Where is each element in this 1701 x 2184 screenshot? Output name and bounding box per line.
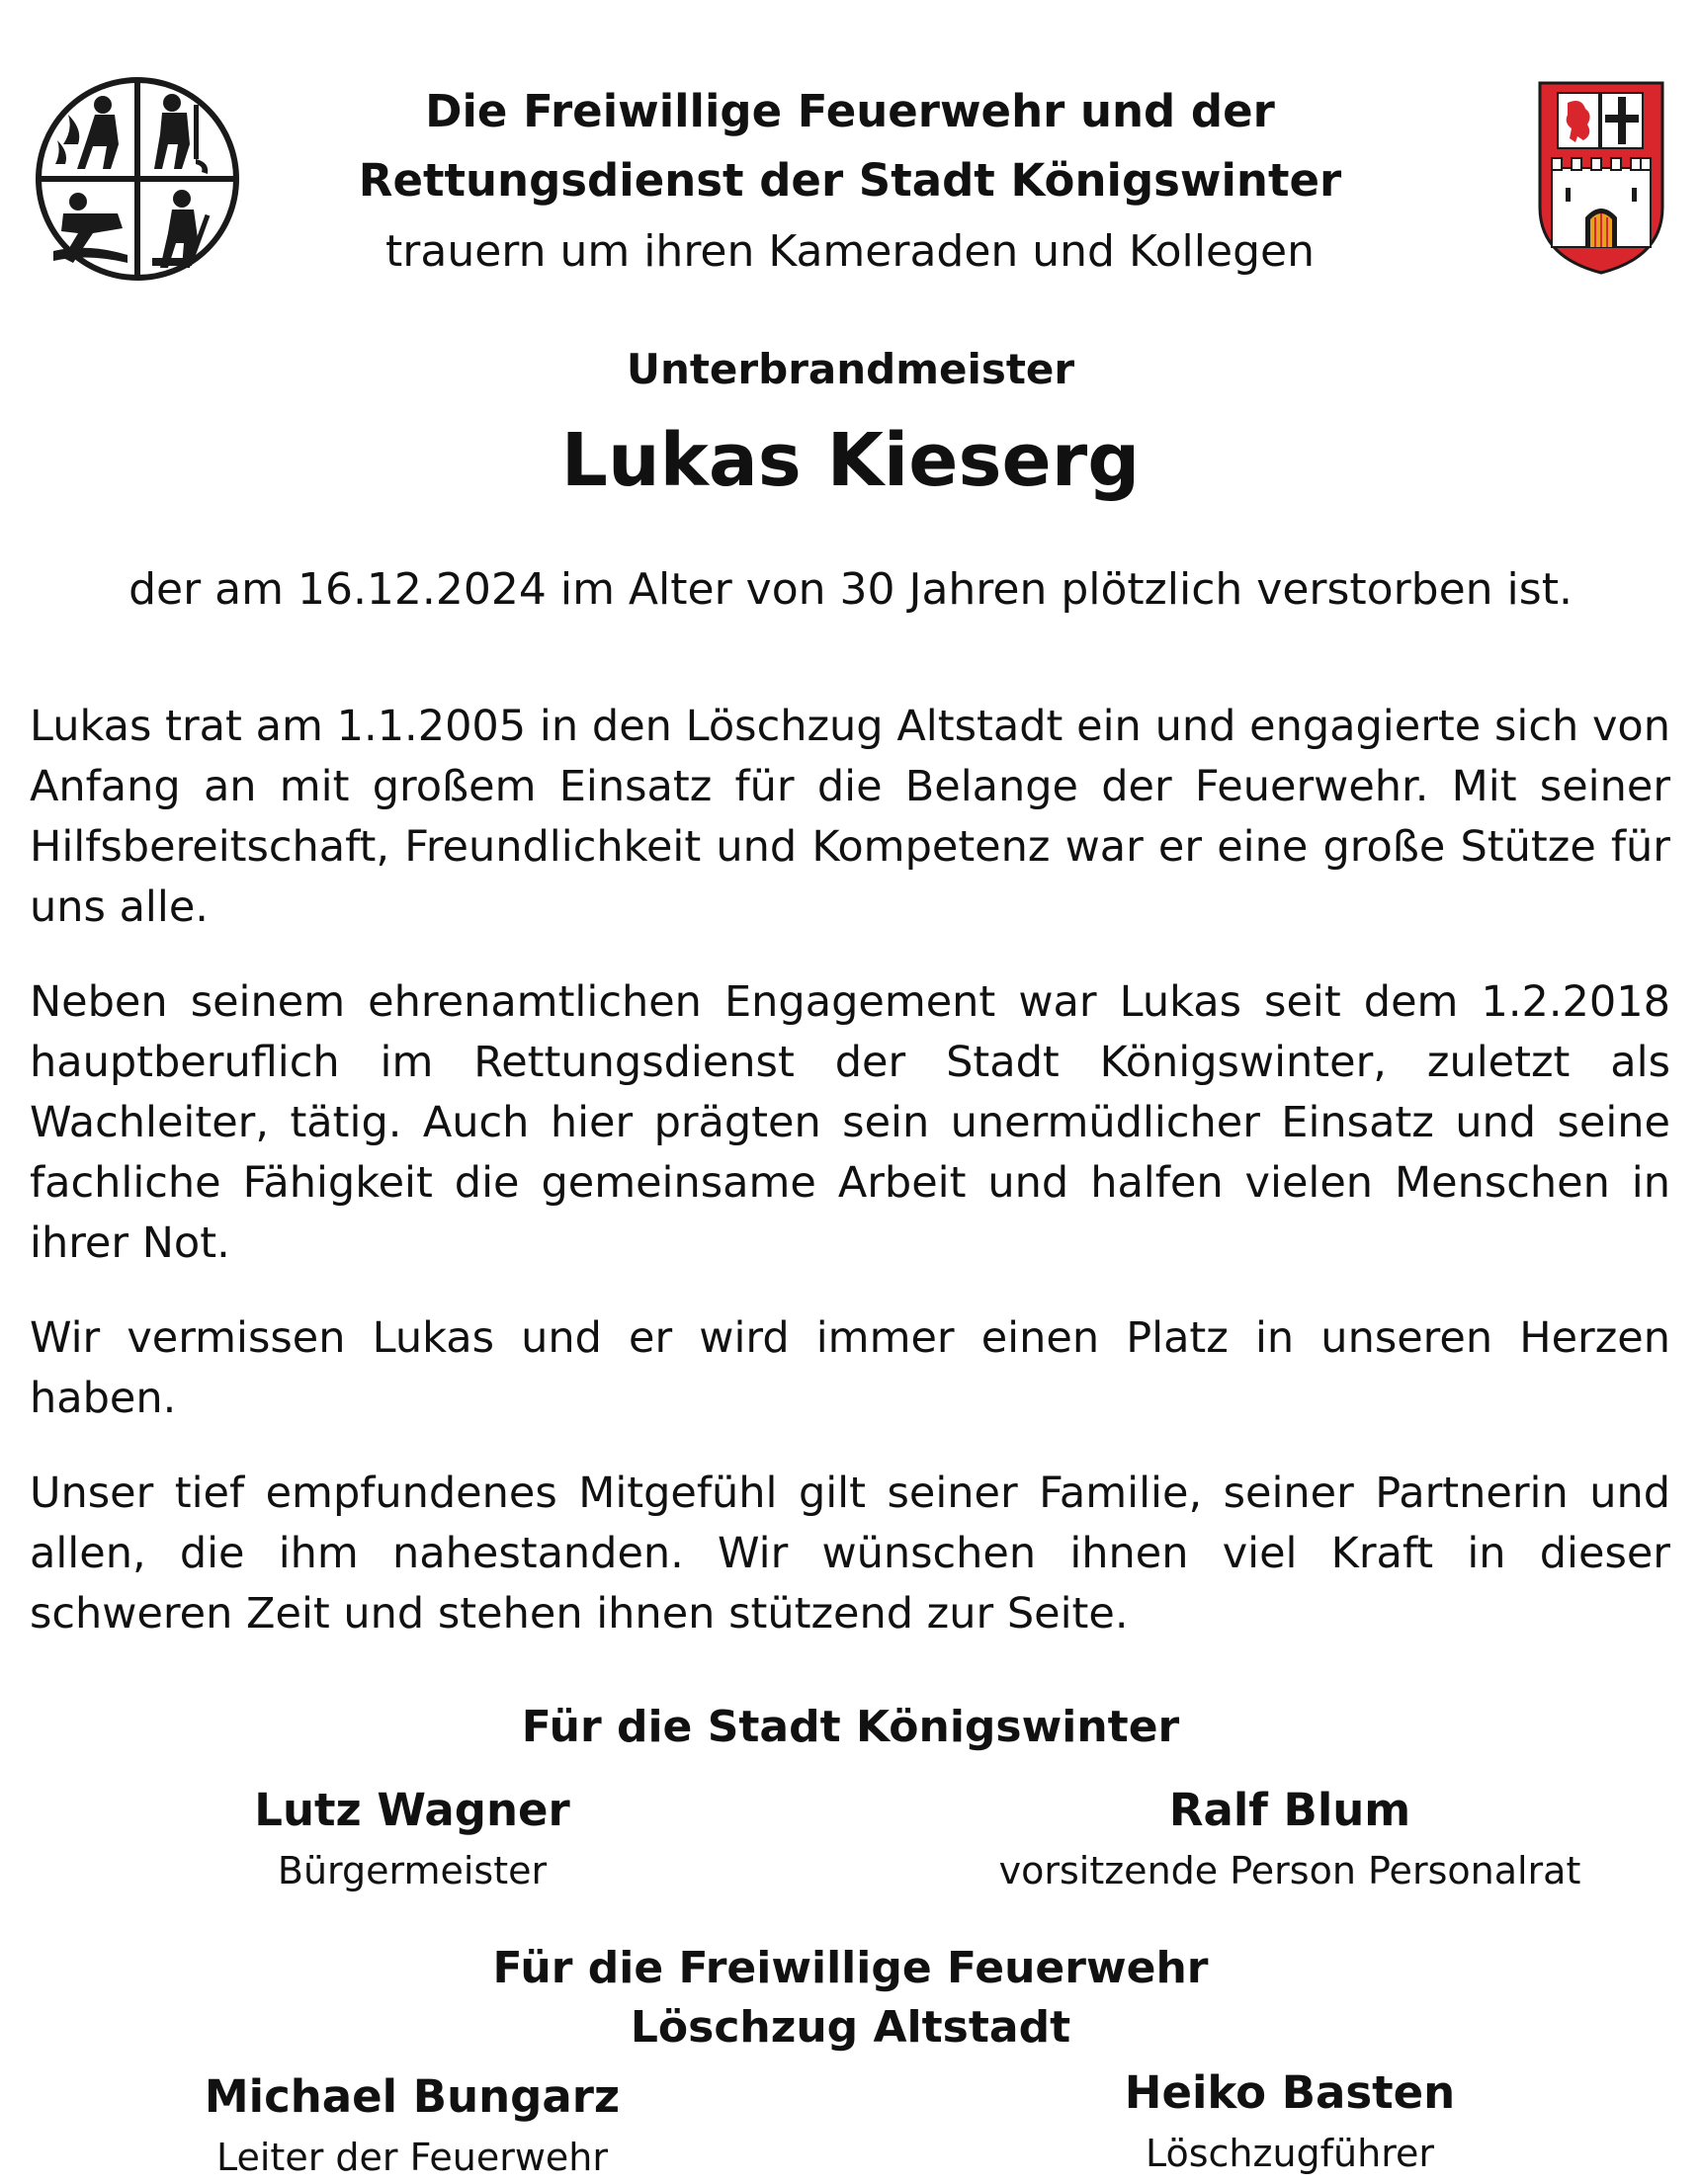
signatory-name: Heiko Basten xyxy=(1124,2066,1456,2119)
org-title-line-1: Die Freiwillige Feuerwehr und der xyxy=(425,85,1275,137)
body-paragraph: Wir vermissen Lukas und er wird immer einen Platz in unseren Herzen haben. xyxy=(30,1313,1670,1423)
org-title-line-2: Rettungsdienst der Stadt Königswinter xyxy=(358,154,1342,207)
signatory-name: Lutz Wagner xyxy=(254,1784,570,1836)
signatory-block xyxy=(76,2065,748,2184)
signatory-role: Bürgermeister xyxy=(277,1849,548,1892)
subtitle: trauern um ihren Kameraden und Kollegen xyxy=(385,226,1315,277)
signatory-name: Ralf Blum xyxy=(1168,1784,1411,1836)
fire-section-title-line-1: Für die Freiwillige Feuerwehr xyxy=(492,1943,1209,1993)
body-paragraph: Lukas trat am 1.1.2005 in den Löschzug Altstadt ein und engagierte sich von Anfang an mit großem Einsatz für die Belange der Feuerwehr. Mit seiner Hilfsbereitschaft, Freundlichkeit und Kompetenz war er eine große Stütze für uns alle. xyxy=(30,702,1670,932)
signatory-block xyxy=(76,1779,748,1899)
body-text xyxy=(30,697,1670,1679)
fire-brigade-emblem-icon xyxy=(34,75,241,283)
header xyxy=(297,77,1403,289)
deceased-name: Lukas Kieserg xyxy=(560,418,1141,503)
body-paragraph: Unser tief empfundenes Mitgefühl gilt seiner Familie, seiner Partnerin und allen, die ihm nahestanden. Wir wünschen ihnen viel Kraft in dieser schweren Zeit und stehen ihnen stützend zur Seite. xyxy=(30,1469,1670,1638)
deceased-rank: Unterbrandmeister xyxy=(626,345,1075,393)
signatory-role: vorsitzende Person Personalrat xyxy=(998,1849,1581,1892)
death-line: der am 16.12.2024 im Alter von 30 Jahren plötzlich verstorben ist. xyxy=(128,564,1573,615)
signatory-block xyxy=(954,1779,1626,1899)
fire-section-title-line-2: Löschzug Altstadt xyxy=(630,2002,1071,2053)
signatory-role: Leiter der Feuerwehr xyxy=(215,2136,609,2179)
city-section-title: Für die Stadt Königswinter xyxy=(521,1702,1180,1752)
koenigswinter-coat-of-arms-icon xyxy=(1536,79,1666,277)
signatory-block xyxy=(954,2061,1626,2182)
signatory-role: Löschzugführer xyxy=(1145,2132,1434,2175)
body-paragraph: Neben seinem ehrenamtlichen Engagement war Lukas seit dem 1.2.2018 hauptberuflich im Rettungsdienst der Stadt Königswinter, zuletzt als Wachleiter, tätig. Auch hier prägten sein unermüdlicher Einsatz und seine fachliche Fähigkeit die gemeinsame Arbeit und halfen vielen Menschen in ihrer Not. xyxy=(30,977,1670,1268)
signatory-name: Michael Bungarz xyxy=(204,2070,621,2123)
